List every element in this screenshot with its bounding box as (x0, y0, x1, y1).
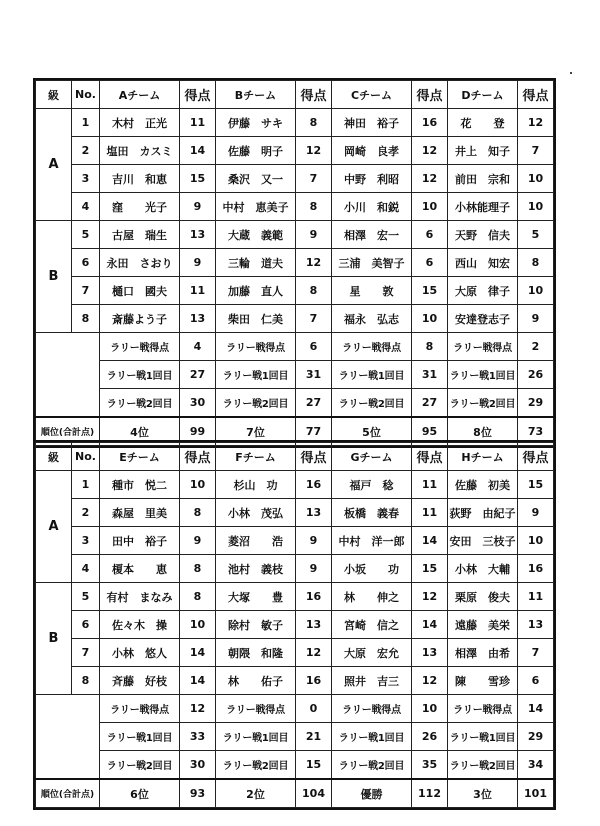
rally-value: 30 (180, 389, 216, 418)
team-total: 95 (412, 417, 448, 446)
player-score: 12 (412, 583, 448, 611)
player-name: 林 伸之 (332, 583, 412, 611)
player-name: 小川 和鋭 (332, 193, 412, 221)
rally-value: 35 (412, 751, 448, 780)
player-name: 古屋 瑞生 (100, 221, 180, 249)
header-points: 得点 (180, 443, 216, 471)
player-score: 10 (518, 165, 554, 193)
player-name: 除村 敏子 (216, 611, 296, 639)
player-score: 11 (180, 277, 216, 305)
rally-label: ラリー戦得点 (100, 695, 180, 723)
player-score: 16 (296, 583, 332, 611)
header-points: 得点 (412, 443, 448, 471)
header-team-e: Eチーム (100, 443, 180, 471)
team-rank: 8位 (448, 417, 518, 446)
rally-label: ラリー戦1回目 (216, 361, 296, 389)
team-score-table-2 (35, 442, 554, 808)
player-name: 佐藤 明子 (216, 137, 296, 165)
header-team-d: Dチーム (448, 81, 518, 109)
grade-cell: A (36, 471, 72, 583)
player-name: 杉山 功 (216, 471, 296, 499)
table-row (36, 109, 554, 137)
rally-label: ラリー戦得点 (100, 333, 180, 361)
player-score: 15 (412, 555, 448, 583)
player-score: 10 (180, 471, 216, 499)
player-name: 荻野 由紀子 (448, 499, 518, 527)
player-score: 13 (180, 221, 216, 249)
header-points: 得点 (296, 443, 332, 471)
player-name: 安田 三枝子 (448, 527, 518, 555)
header-team-h: Hチーム (448, 443, 518, 471)
rally-blank-cell (36, 333, 100, 418)
rally-label: ラリー戦2回目 (332, 751, 412, 780)
player-score: 8 (296, 193, 332, 221)
player-score: 13 (412, 639, 448, 667)
player-score: 10 (412, 193, 448, 221)
rally-round2-row (36, 389, 554, 418)
player-no: 7 (72, 639, 100, 667)
player-score: 15 (412, 277, 448, 305)
player-name: 三輪 道夫 (216, 249, 296, 277)
player-name: 相澤 由希 (448, 639, 518, 667)
rally-round2-row (36, 751, 554, 780)
table-row (36, 249, 554, 277)
table-row (36, 137, 554, 165)
player-name: 榎本 恵 (100, 555, 180, 583)
table-row (36, 165, 554, 193)
player-name: 池村 義枝 (216, 555, 296, 583)
table-row (36, 527, 554, 555)
player-no: 1 (72, 471, 100, 499)
player-name: 花 登 (448, 109, 518, 137)
rally-value: 27 (412, 389, 448, 418)
player-score: 12 (296, 137, 332, 165)
rally-label: ラリー戦得点 (332, 695, 412, 723)
player-score: 13 (518, 611, 554, 639)
team-total: 101 (518, 779, 554, 808)
player-score: 13 (180, 305, 216, 333)
player-score: 11 (518, 583, 554, 611)
player-name: 大塚 豊 (216, 583, 296, 611)
rally-points-row (36, 333, 554, 361)
player-name: 大原 宏允 (332, 639, 412, 667)
rally-value: 8 (412, 333, 448, 361)
rally-value: 26 (412, 723, 448, 751)
player-name: 木村 正光 (100, 109, 180, 137)
header-points: 得点 (412, 81, 448, 109)
player-score: 7 (296, 305, 332, 333)
player-score: 9 (180, 249, 216, 277)
table-row (36, 221, 554, 249)
rally-label: ラリー戦1回目 (100, 723, 180, 751)
team-rank: 6位 (100, 779, 180, 808)
player-no: 6 (72, 249, 100, 277)
player-name: 大原 律子 (448, 277, 518, 305)
player-score: 13 (296, 499, 332, 527)
player-score: 16 (296, 667, 332, 695)
team-rank: 優勝 (332, 779, 412, 808)
rally-value: 29 (518, 723, 554, 751)
player-score: 7 (518, 639, 554, 667)
player-no: 4 (72, 193, 100, 221)
player-no: 1 (72, 109, 100, 137)
header-points: 得点 (296, 81, 332, 109)
player-name: 福戸 稔 (332, 471, 412, 499)
rally-value: 21 (296, 723, 332, 751)
rally-value: 33 (180, 723, 216, 751)
player-name: 塩田 カスミ (100, 137, 180, 165)
rally-value: 31 (296, 361, 332, 389)
player-name: 森屋 里美 (100, 499, 180, 527)
player-score: 9 (180, 527, 216, 555)
player-name: 小林 悠人 (100, 639, 180, 667)
player-name: 福永 弘志 (332, 305, 412, 333)
rally-label: ラリー戦得点 (216, 695, 296, 723)
rank-label: 順位(合計点) (36, 779, 100, 808)
player-name: 斎藤よう子 (100, 305, 180, 333)
player-score: 14 (412, 611, 448, 639)
player-name: 大蔵 義範 (216, 221, 296, 249)
player-score: 15 (180, 165, 216, 193)
player-score: 14 (180, 667, 216, 695)
player-name: 栗原 俊夫 (448, 583, 518, 611)
stray-mark (570, 72, 572, 74)
player-name: 岡崎 良孝 (332, 137, 412, 165)
player-score: 12 (296, 639, 332, 667)
player-name: 神田 裕子 (332, 109, 412, 137)
player-score: 12 (412, 667, 448, 695)
header-grade: 級 (36, 443, 72, 471)
table-row (36, 583, 554, 611)
player-score: 12 (518, 109, 554, 137)
team-total: 112 (412, 779, 448, 808)
grade-cell: B (36, 583, 72, 695)
grade-cell: A (36, 109, 72, 221)
table-row (36, 499, 554, 527)
player-name: 加藤 直人 (216, 277, 296, 305)
header-row (36, 443, 554, 471)
rally-value: 26 (518, 361, 554, 389)
rally-value: 14 (518, 695, 554, 723)
player-score: 13 (296, 611, 332, 639)
team-rank: 5位 (332, 417, 412, 446)
rally-label: ラリー戦2回目 (100, 389, 180, 418)
player-score: 8 (296, 109, 332, 137)
player-score: 16 (518, 555, 554, 583)
table-row (36, 555, 554, 583)
team-total: 104 (296, 779, 332, 808)
player-score: 6 (412, 249, 448, 277)
player-score: 12 (296, 249, 332, 277)
player-score: 6 (518, 667, 554, 695)
header-team-c: Cチーム (332, 81, 412, 109)
rally-value: 15 (296, 751, 332, 780)
grade-cell: B (36, 221, 72, 333)
rally-label: ラリー戦1回目 (216, 723, 296, 751)
player-score: 9 (180, 193, 216, 221)
player-name: 永田 さおり (100, 249, 180, 277)
rally-value: 0 (296, 695, 332, 723)
rank-label: 順位(合計点) (36, 417, 100, 446)
player-no: 2 (72, 137, 100, 165)
player-score: 10 (518, 527, 554, 555)
rally-label: ラリー戦1回目 (448, 361, 518, 389)
rally-label: ラリー戦得点 (332, 333, 412, 361)
rally-label: ラリー戦得点 (448, 333, 518, 361)
player-name: 田中 裕子 (100, 527, 180, 555)
player-name: 天野 信夫 (448, 221, 518, 249)
player-score: 11 (180, 109, 216, 137)
player-score: 10 (180, 611, 216, 639)
player-no: 6 (72, 611, 100, 639)
player-name: 佐々木 操 (100, 611, 180, 639)
team-total: 99 (180, 417, 216, 446)
player-score: 6 (412, 221, 448, 249)
player-name: 有村 まなみ (100, 583, 180, 611)
player-score: 8 (180, 555, 216, 583)
player-name: 菱沼 浩 (216, 527, 296, 555)
rally-label: ラリー戦2回目 (448, 751, 518, 780)
player-name: 遠藤 美栄 (448, 611, 518, 639)
player-score: 10 (412, 305, 448, 333)
player-name: 桑沢 又一 (216, 165, 296, 193)
team-score-table-1 (35, 80, 554, 446)
player-score: 16 (296, 471, 332, 499)
player-score: 14 (180, 137, 216, 165)
player-name: 吉川 和恵 (100, 165, 180, 193)
player-name: 樋口 國夫 (100, 277, 180, 305)
player-name: 星 敦 (332, 277, 412, 305)
player-no: 4 (72, 555, 100, 583)
player-name: 相澤 宏一 (332, 221, 412, 249)
player-name: 斉藤 好枝 (100, 667, 180, 695)
player-name: 佐藤 初美 (448, 471, 518, 499)
player-name: 西山 知宏 (448, 249, 518, 277)
rally-value: 27 (180, 361, 216, 389)
team-total: 77 (296, 417, 332, 446)
rally-label: ラリー戦1回目 (332, 723, 412, 751)
team-rank: 4位 (100, 417, 180, 446)
header-team-a: Aチーム (100, 81, 180, 109)
rally-label: ラリー戦2回目 (448, 389, 518, 418)
table-row (36, 611, 554, 639)
player-name: 朝隈 和隆 (216, 639, 296, 667)
rally-value: 12 (180, 695, 216, 723)
team-rank: 2位 (216, 779, 296, 808)
player-name: 板橋 義春 (332, 499, 412, 527)
player-score: 9 (518, 499, 554, 527)
player-score: 14 (180, 639, 216, 667)
player-no: 2 (72, 499, 100, 527)
player-score: 9 (518, 305, 554, 333)
team-total: 73 (518, 417, 554, 446)
player-score: 15 (518, 471, 554, 499)
player-name: 中村 洋一郎 (332, 527, 412, 555)
rally-label: ラリー戦2回目 (332, 389, 412, 418)
player-score: 16 (412, 109, 448, 137)
player-score: 12 (412, 137, 448, 165)
team-total: 93 (180, 779, 216, 808)
player-score: 8 (180, 499, 216, 527)
rank-row (36, 779, 554, 808)
header-row (36, 81, 554, 109)
table-row (36, 305, 554, 333)
player-score: 7 (296, 165, 332, 193)
rally-blank-cell (36, 695, 100, 780)
player-no: 8 (72, 305, 100, 333)
player-name: 小林 茂弘 (216, 499, 296, 527)
player-name: 前田 宗和 (448, 165, 518, 193)
rally-value: 27 (296, 389, 332, 418)
player-name: 中村 恵美子 (216, 193, 296, 221)
header-points: 得点 (180, 81, 216, 109)
player-name: 小林 大輔 (448, 555, 518, 583)
player-score: 11 (412, 471, 448, 499)
rally-label: ラリー戦2回目 (216, 389, 296, 418)
rally-value: 31 (412, 361, 448, 389)
player-no: 5 (72, 583, 100, 611)
player-score: 7 (518, 137, 554, 165)
player-name: 宮崎 信之 (332, 611, 412, 639)
team-rank: 3位 (448, 779, 518, 808)
header-team-f: Fチーム (216, 443, 296, 471)
player-score: 8 (518, 249, 554, 277)
header-team-b: Bチーム (216, 81, 296, 109)
rally-round1-row (36, 723, 554, 751)
player-name: 林 佑子 (216, 667, 296, 695)
player-name: 陳 雪珍 (448, 667, 518, 695)
rally-label: ラリー戦1回目 (100, 361, 180, 389)
player-score: 10 (518, 193, 554, 221)
header-team-g: Gチーム (332, 443, 412, 471)
rally-label: ラリー戦得点 (216, 333, 296, 361)
player-no: 3 (72, 527, 100, 555)
rally-value: 4 (180, 333, 216, 361)
player-no: 3 (72, 165, 100, 193)
player-name: 窪 光子 (100, 193, 180, 221)
player-name: 種市 悦二 (100, 471, 180, 499)
player-score: 9 (296, 527, 332, 555)
player-score: 9 (296, 555, 332, 583)
player-score: 14 (412, 527, 448, 555)
rally-label: ラリー戦2回目 (100, 751, 180, 780)
table-row (36, 471, 554, 499)
player-name: 井上 知子 (448, 137, 518, 165)
rally-value: 10 (412, 695, 448, 723)
player-no: 5 (72, 221, 100, 249)
player-score: 8 (296, 277, 332, 305)
header-points: 得点 (518, 81, 554, 109)
header-no: No. (72, 81, 100, 109)
table-row (36, 639, 554, 667)
rally-label: ラリー戦得点 (448, 695, 518, 723)
player-score: 12 (412, 165, 448, 193)
player-no: 8 (72, 667, 100, 695)
header-no: No. (72, 443, 100, 471)
rally-value: 6 (296, 333, 332, 361)
player-score: 5 (518, 221, 554, 249)
player-name: 中野 利昭 (332, 165, 412, 193)
table-row (36, 193, 554, 221)
player-name: 柴田 仁美 (216, 305, 296, 333)
player-no: 7 (72, 277, 100, 305)
rally-value: 2 (518, 333, 554, 361)
player-name: 小坂 功 (332, 555, 412, 583)
rally-round1-row (36, 361, 554, 389)
table-row (36, 667, 554, 695)
rally-value: 34 (518, 751, 554, 780)
player-name: 小林能理子 (448, 193, 518, 221)
player-score: 9 (296, 221, 332, 249)
rally-value: 29 (518, 389, 554, 418)
table-row (36, 277, 554, 305)
rally-value: 30 (180, 751, 216, 780)
team-rank: 7位 (216, 417, 296, 446)
player-score: 10 (518, 277, 554, 305)
header-points: 得点 (518, 443, 554, 471)
rally-points-row (36, 695, 554, 723)
header-grade: 級 (36, 81, 72, 109)
rally-label: ラリー戦1回目 (332, 361, 412, 389)
player-name: 安達登志子 (448, 305, 518, 333)
player-name: 照井 吉三 (332, 667, 412, 695)
rally-label: ラリー戦2回目 (216, 751, 296, 780)
player-name: 伊藤 サキ (216, 109, 296, 137)
player-score: 11 (412, 499, 448, 527)
player-score: 8 (180, 583, 216, 611)
player-name: 三浦 美智子 (332, 249, 412, 277)
rally-label: ラリー戦1回目 (448, 723, 518, 751)
